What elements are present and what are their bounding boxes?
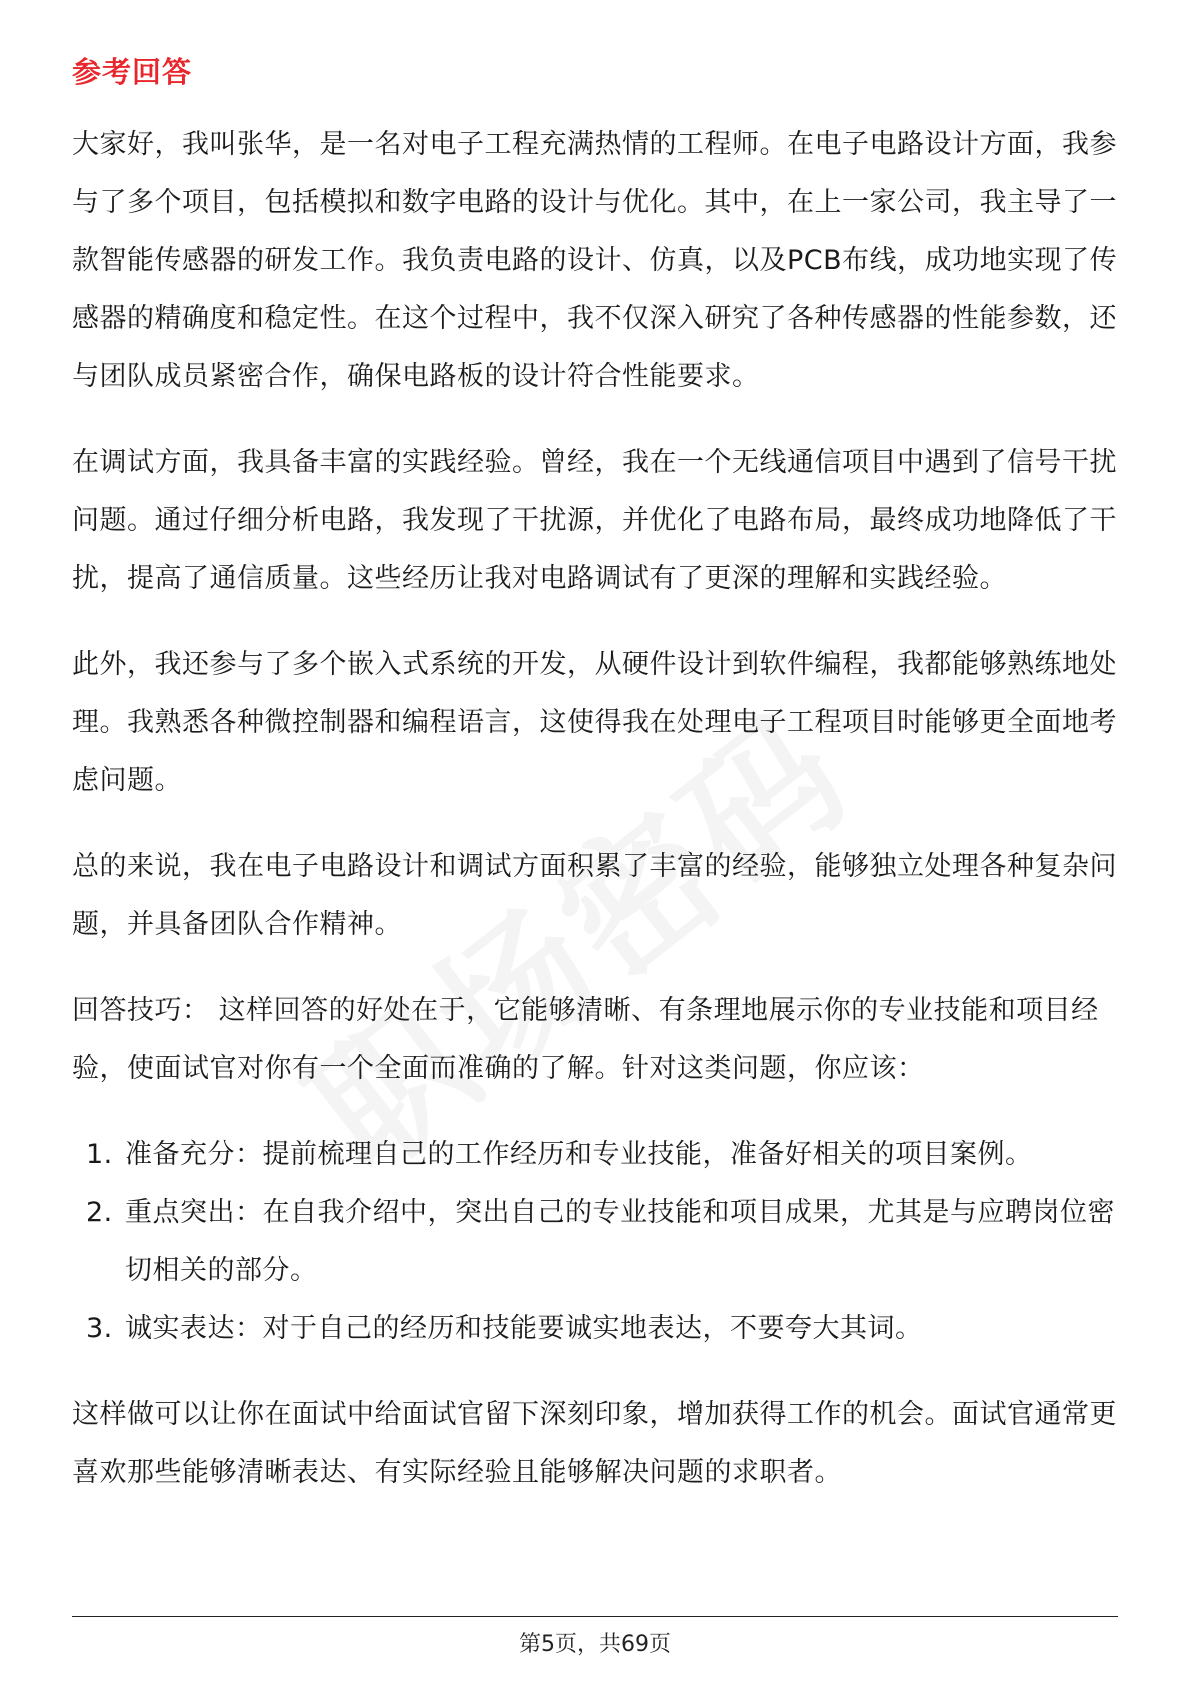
footer-divider — [72, 1616, 1118, 1617]
tips-paragraph — [72, 982, 1118, 1098]
list-item-text: 准备充分：提前梳理自己的工作经历和专业技能，准备好相关的项目案例。 — [125, 1139, 1033, 1170]
paragraph-closing: 这样做可以让你在面试中给面试官留下深刻印象，增加获得工作的机会。面试官通常更喜欢那些能够清晰表达、有实际经验且能够解决问题的求职者。 — [72, 1399, 1117, 1488]
section-title: 参考回答 — [72, 55, 193, 89]
tips-list — [72, 1126, 1118, 1358]
page-number: 第5页，共69页 — [519, 1632, 671, 1657]
paragraph-embedded: 此外，我还参与了多个嵌入式系统的开发，从硬件设计到软件编程，我都能够熟练地处理。我熟悉各种微控制器和编程语言，这使得我在处理电子工程项目时能够更全面地考虑问题。 — [72, 649, 1117, 796]
paragraph-summary: 总的来说，我在电子电路设计和调试方面积累了丰富的经验，能够独立处理各种复杂问题，并具备团队合作精神。 — [72, 851, 1117, 940]
list-item — [72, 1300, 1118, 1358]
list-item — [72, 1184, 1118, 1300]
list-item-text: 重点突出：在自我介绍中，突出自己的专业技能和项目成果，尤其是与应聘岗位密切相关的部分。 — [125, 1197, 1115, 1286]
answer-content — [72, 116, 1118, 1530]
tips-intro: 这样回答的好处在于，它能够清晰、有条理地展示你的专业技能和项目经验，使面试官对你有一个全面而准确的了解。针对这类问题，你应该： — [72, 995, 1099, 1084]
paragraph-intro: 大家好，我叫张华，是一名对电子工程充满热情的工程师。在电子电路设计方面，我参与了多个项目，包括模拟和数字电路的设计与优化。其中，在上一家公司，我主导了一款智能传感器的研发工作。我负责电路的设计、仿真，以及PCB布线，成功地实现了传感器的精确度和稳定性。在这个过程中，我不仅深入研究了各种传感器的性能参数，还与团队成员紧密合作，确保电路板的设计符合性能要求。 — [72, 129, 1118, 392]
list-item-number: 2. — [86, 1197, 113, 1228]
list-item — [72, 1126, 1118, 1184]
tips-label: 回答技巧： — [72, 995, 210, 1026]
list-item-number: 1. — [86, 1139, 113, 1170]
list-item-number: 3. — [86, 1313, 113, 1344]
paragraph-debugging: 在调试方面，我具备丰富的实践经验。曾经，我在一个无线通信项目中遇到了信号干扰问题。通过仔细分析电路，我发现了干扰源，并优化了电路布局，最终成功地降低了干扰，提高了通信质量。这些经历让我对电路调试有了更深的理解和实践经验。 — [72, 447, 1117, 594]
list-item-text: 诚实表达：对于自己的经历和技能要诚实地表达，不要夸大其词。 — [125, 1313, 923, 1344]
